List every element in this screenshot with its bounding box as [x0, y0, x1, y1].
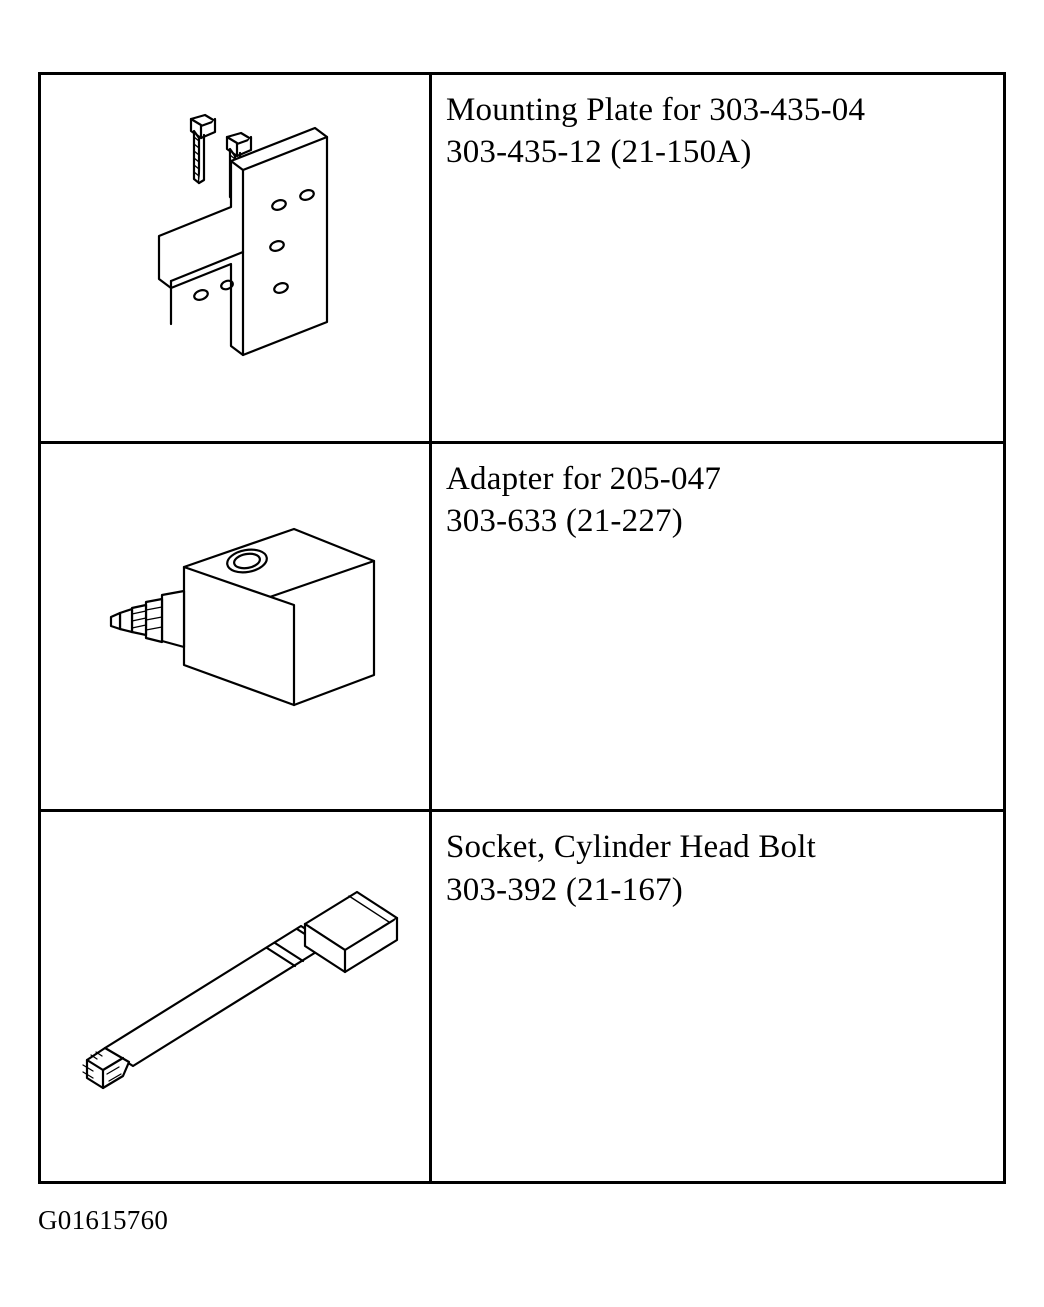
figure-id-label: G01615760: [38, 1205, 169, 1235]
adapter-figure: [41, 444, 429, 810]
description-cell: [432, 812, 1003, 1181]
table-row: [41, 812, 1003, 1181]
figure-cell: [41, 812, 432, 1181]
mounting-plate-icon: [129, 113, 359, 383]
description-line: 303-435-12 (21-150A): [446, 134, 752, 171]
mounting-plate-figure: [41, 75, 429, 441]
description-cell: [432, 444, 1003, 810]
adapter-icon: [99, 499, 389, 729]
description-line: 303-633 (21-227): [446, 502, 683, 539]
description-line: Adapter for 205-047: [446, 460, 722, 497]
figure-cell: [41, 444, 432, 810]
special-tools-table: [38, 72, 1006, 1184]
table-row: [41, 444, 1003, 813]
socket-figure: [41, 812, 429, 1181]
socket-icon: [49, 872, 409, 1112]
table-row: [41, 75, 1003, 444]
description-line: Mounting Plate for 303-435-04: [446, 92, 866, 128]
description-line: 303-392 (21-167): [446, 871, 683, 908]
description-line: Socket, Cylinder Head Bolt: [446, 829, 816, 866]
description-cell: [432, 75, 1003, 441]
figure-cell: [41, 75, 432, 441]
